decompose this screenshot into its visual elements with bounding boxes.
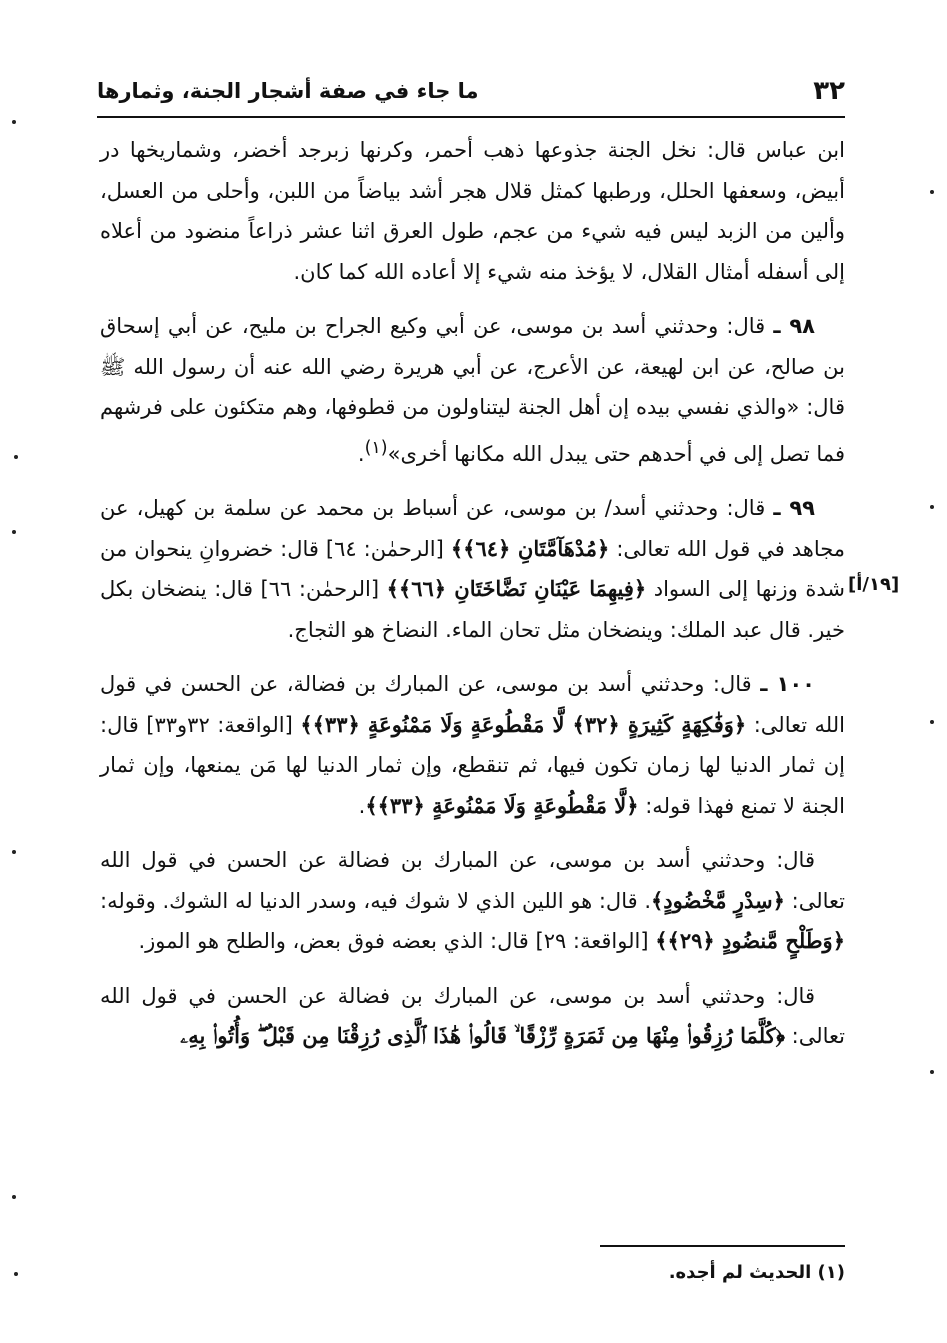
paragraph-6	[100, 976, 845, 1057]
paragraph-1	[100, 130, 845, 292]
margin-folio-note: [١٩/أ]	[848, 574, 900, 595]
scan-speck	[930, 1070, 934, 1074]
footnote-marker: (١)	[817, 1262, 845, 1283]
running-title: ما جاء في صفة أشجار الجنة، وثمارها	[97, 79, 479, 103]
paragraph-99	[100, 488, 845, 650]
paragraph-5-text-a: قال: وحدثني أسد بن موسى، عن المبارك بن فضالة عن الحسن في قول الله تعالى:	[100, 848, 845, 913]
scan-speck	[12, 530, 16, 534]
quran-verse-1: ﴿مُدْهَآمَّتَانِ ﴿٦٤﴾﴾	[450, 535, 610, 561]
quran-verse-7: ﴿كُلَّمَا رُزِقُوا۟ مِنْهَا مِن ثَمَرَةٍ رِّزْقًا ۙ قَالُوا۟ هَٰذَا ٱلَّذِى رُزِقْنَا مِن قَبْلُ ۖ وَأُتُوا۟ بِهِۦ	[180, 1023, 785, 1048]
hadith-number-98: ٩٨ ـ	[773, 314, 815, 338]
paragraph-6-text-a: قال: وحدثني أسد بن موسى، عن المبارك بن فضالة عن الحسن في قول الله تعالى:	[100, 983, 845, 1048]
page-header	[97, 72, 845, 110]
body-text	[100, 130, 845, 1071]
footnote-ref: (١)	[364, 437, 388, 458]
scan-speck	[930, 720, 934, 724]
hadith-number-100: ١٠٠ ـ	[760, 672, 815, 696]
paragraph-98-text: قال: وحدثني أسد بن موسى، عن أبي وكيع الجراح بن مليح، عن أبي إسحاق بن صالح، عن ابن لهيعة، عن الأعرج، عن أبي هريرة رضي الله عنه أن رسول الله ﷺ قال: «والذي نفسي بيده إن أهل الجنة ليتناولون من قطوفها، وهم متكئون على فرشهم فما تصل إلى في أحدهم حتى يبدل الله مكانها أخرى»	[100, 314, 845, 466]
paragraph-99-text-c: [الرحمٰن: ٦٦] قال: ينضخان بكل خير. قال عبد الملك: وينضخان مثل تحان الماء. النضاخ هو الثجاج.	[100, 577, 845, 642]
paragraph-100-end: .	[358, 793, 366, 818]
paragraph-100-text-b: [الواقعة: ٣٢و٣٣] قال: إن ثمار الدنيا لها زمان تكون فيها، ثم تنقطع، وإن ثمار الدنيا لها مَن يمنعها، وإن ثمار الجنة لا تمنع فهذا قوله:	[100, 712, 845, 818]
quran-verse-3: ﴿وَفَٰكِهَةٍ كَثِيرَةٍ ﴿٣٢﴾ لَّا مَقْطُوعَةٍ وَلَا مَمْنُوعَةٍ ﴿٣٣﴾﴾	[300, 711, 747, 737]
scan-speck	[12, 1195, 16, 1199]
paragraph-5-text-b: . قال: هو اللين الذي لا شوك فيه، وسدر الدنيا له الشوك. وقوله:	[100, 888, 651, 913]
header-rule	[97, 116, 845, 118]
footnote-text: الحديث لم أجده.	[668, 1262, 812, 1283]
scan-speck	[14, 455, 18, 459]
paragraph-98: ٩٨ ـ قال: وحدثني أسد بن موسى، عن أبي وكيع الجراح بن مليح، عن أبي إسحاق بن صالح، عن ابن لهيعة، عن الأعرج، عن أبي هريرة رضي الله عنه أن رسول الله ﷺ قال: «والذي نفسي بيده إن أهل الجنة ليتناولون من قطوفها، وهم متكئون على فرشهم فما تصل إلى في أحدهم حتى يبدل الله مكانها أخرى»$^{(١)}$.	[100, 314, 845, 466]
quran-verse-4: ﴿لَّا مَقْطُوعَةٍ وَلَا مَمْنُوعَةٍ ﴿٣٣﴾﴾	[365, 792, 639, 818]
paragraph-100-text-a: قال: وحدثني أسد بن موسى، عن المبارك بن فضالة، عن الحسن في قول الله تعالى:	[100, 672, 845, 737]
hadith-number-99: ٩٩ ـ	[773, 496, 815, 520]
footnote-rule	[600, 1245, 845, 1247]
paragraph-99-text-b: [الرحمٰن: ٦٤] قال: خضروانِ ينحوان من شدة وزنها إلى السواد	[100, 536, 845, 601]
paragraph-5	[100, 840, 845, 962]
paragraph-100	[100, 664, 845, 826]
scan-speck	[12, 850, 16, 854]
scan-speck	[930, 190, 934, 194]
scan-speck	[930, 505, 934, 509]
paragraph-99-text-a: قال: وحدثني أسد/ بن موسى، عن أسباط بن محمد عن سلمة بن كهيل، عن مجاهد في قول الله تعالى:	[100, 496, 846, 561]
page-number: ٣٢	[813, 76, 845, 106]
quran-verse-6: ﴿وَطَلْحٍ مَّنضُودٍ ﴿٢٩﴾﴾	[655, 928, 845, 953]
scan-speck	[12, 120, 16, 124]
quran-verse-5: ﴿سِدْرٍ مَّخْضُودٍ﴾	[651, 887, 785, 913]
scan-speck	[14, 1272, 18, 1276]
paragraph-1-text: ابن عباس قال: نخل الجنة جذوعها ذهب أحمر، وكرنها زبرجد أخضر، وشماريخها در أبيض، وسعفها الحلل، ورطبها كمثل قلال هجر أشد بياضاً من اللبن، وأحلى من العسل، وألين من الزبد ليس فيه شيء من عجم، طول العرق اثنا عشر ذراعاً منضود من أعلاه إلى أسفله أمثال القلال، لا يؤخذ منه شيء إلا أعاده الله كما كان.	[100, 138, 845, 284]
quran-verse-2: ﴿فِيهِمَا عَيْنَانِ نَضَّاخَتَانِ ﴿٦٦﴾﴾	[386, 576, 647, 601]
paragraph-5-text-c: [الواقعة: ٢٩] قال: الذي بعضه فوق بعض، والطلح هو الموز.	[138, 929, 649, 953]
footnote	[500, 1262, 845, 1283]
